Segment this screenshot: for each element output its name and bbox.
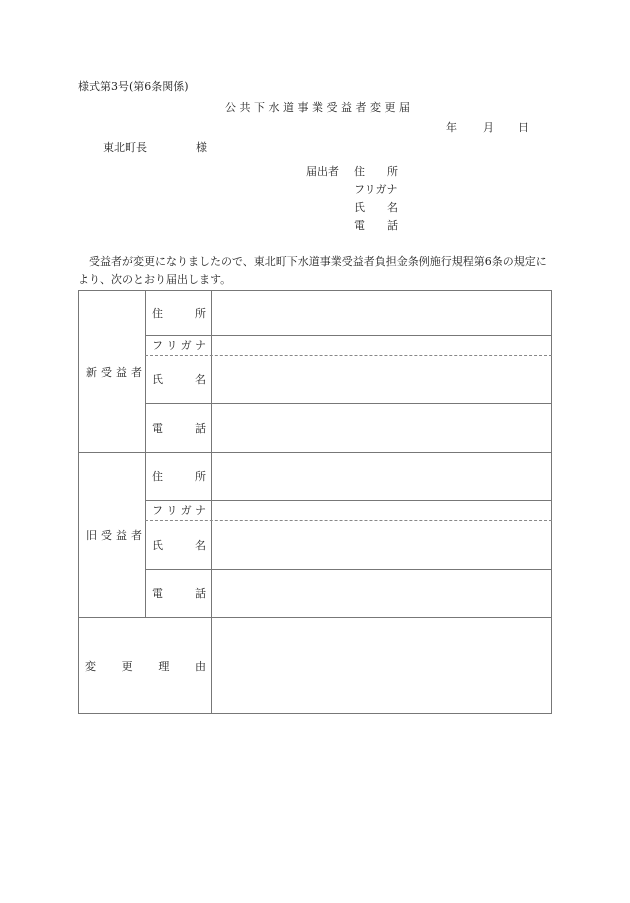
old-name-input[interactable] <box>212 521 552 569</box>
new-address-label: 住 所 <box>152 307 206 320</box>
date-day: 日 <box>518 121 529 134</box>
change-reason-input[interactable] <box>212 618 552 714</box>
date-year: 年 <box>446 121 457 134</box>
new-name-label: 氏 名 <box>152 373 206 386</box>
date-month: 月 <box>483 121 494 134</box>
new-name-input[interactable] <box>212 356 552 403</box>
page-title: 公 共 下 水 道 事 業 受 益 者 変 更 届 <box>225 101 410 114</box>
old-address-input[interactable] <box>212 453 552 500</box>
old-address-label: 住 所 <box>152 470 206 483</box>
applicant-address-label: 住 所 <box>354 165 398 178</box>
new-furigana-input[interactable] <box>212 336 552 355</box>
honorific: 様 <box>196 141 207 154</box>
change-reason-label: 変 更 理 由 <box>85 659 206 673</box>
old-phone-input[interactable] <box>212 570 552 617</box>
new-phone-label: 電 話 <box>152 421 206 435</box>
applicant-furigana-label: フリガナ <box>354 183 398 196</box>
form-number: 様式第3号(第6条関係) <box>78 80 189 93</box>
new-furigana-label: フ リ ガ ナ <box>152 339 206 352</box>
new-phone-input[interactable] <box>212 404 552 452</box>
applicant-label: 届出者 <box>306 165 339 178</box>
new-address-input[interactable] <box>212 291 552 335</box>
new-beneficiary-label: 新受益者 <box>86 365 146 379</box>
old-beneficiary-label: 旧受益者 <box>86 528 146 542</box>
old-phone-label: 電 話 <box>152 587 206 600</box>
addressee: 東北町長 <box>103 141 147 154</box>
change-form-table <box>78 290 552 714</box>
old-name-label: 氏 名 <box>152 538 206 552</box>
statement-paragraph: 受益者が変更になりましたので、東北町下水道事業受益者負担金条例施行規程第6条の規定により、次のとおり届出します。 <box>78 255 547 286</box>
old-furigana-label: フ リ ガ ナ <box>152 504 206 517</box>
applicant-phone-label: 電 話 <box>354 219 398 232</box>
applicant-name-label: 氏 名 <box>354 201 398 214</box>
old-furigana-input[interactable] <box>212 501 552 520</box>
